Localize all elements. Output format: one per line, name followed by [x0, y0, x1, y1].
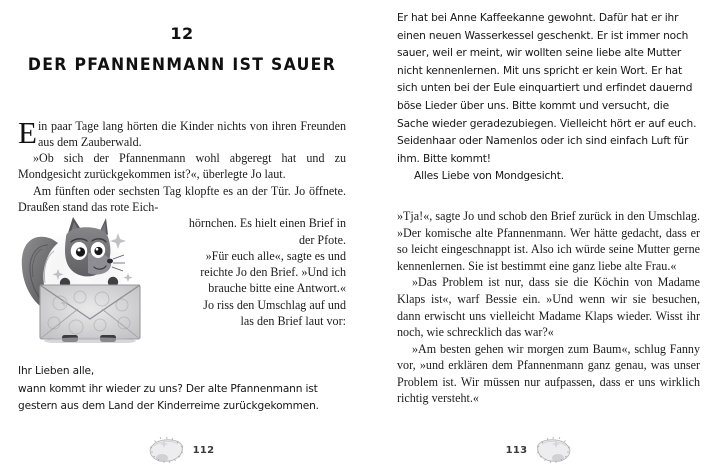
- wrapped-line-5: brauche bitte eine Antwort.«: [208, 281, 346, 296]
- right-paragraph-2: »Das Problem ist nur, dass sie die Köchin von Madame Klaps ist«, warf Bessie ein. »Und wenn wir sie besuchen, dann erwischt uns vielleicht Madame Klaps wieder. Wisst ihr noch, wie schrecklich das war?«: [397, 275, 700, 340]
- letter-right-line-2: einen neuen Wasserkessel geschenkt. Er ist immer noch: [397, 29, 689, 42]
- page-number-left: 112: [192, 444, 215, 456]
- wrapped-line-3: »Für euch alle«, sagte es und: [205, 248, 346, 263]
- right-paragraph-3: »Am besten gehen wir morgen zum Baum«, schlug Fanny vor, »und erklären dem Pfannenmann ganz genau, was unser Problem ist. Wir müssen nur aufpassen, dass er uns wirklich richtig versteht.«: [397, 341, 700, 406]
- squirrel-with-envelope-illustration: [18, 215, 147, 343]
- left-page-footer: [0, 436, 360, 464]
- letter-right-line-6: böse Lieder über uns. Bitte kommt und versucht, die: [397, 99, 669, 112]
- letter-right-line-5: sich unten bei der Eule einquartiert und erfindet dauernd: [397, 82, 693, 95]
- right-body-text: [397, 208, 700, 407]
- letter-right-line-4: nicht kennenlernen. Mit uns spricht er kein Wort. Er hat: [397, 64, 682, 77]
- squirrel-icon: [18, 215, 147, 343]
- page-number-right: 113: [505, 444, 528, 456]
- drop-cap: E: [18, 114, 37, 150]
- letter-signoff: Alles Liebe von Mondgesicht.: [414, 170, 564, 183]
- letter-line-2: wann kommt ihr wieder zu uns? Der alte Pfannenmann ist: [18, 382, 318, 395]
- wrapped-line-4: reichte Jo den Brief. »Und ich: [200, 265, 346, 280]
- pillow-ornament-icon: [146, 436, 186, 464]
- chapter-number: 12: [170, 24, 194, 43]
- opening-paragraph-text: in paar Tage lang hörten die Kinder nichts von ihren Freunden aus dem Zauberwald.: [37, 118, 346, 149]
- wrapped-line-6: Jo riss den Umschlag auf und: [203, 297, 346, 312]
- paragraph-3: Am fünften oder sechsten Tag klopfte es an der Tür. Jo öffnete. Draußen stand das rote Eich-: [18, 183, 346, 214]
- paragraph-2: »Ob sich der Pfannenmann wohl abgeregt hat und zu Mondgesicht zurückgekommen ist?«, überlegte Jo laut.: [18, 151, 346, 182]
- wrapped-line-2: der Pfote.: [298, 232, 346, 247]
- letter-line-1: Ihr Lieben alle,: [18, 365, 95, 378]
- letter-right-line-8: Seidenhaar oder Namenlos oder ich sind einfach Luft für: [397, 135, 689, 148]
- opening-paragraph: [18, 114, 346, 151]
- left-body-text: [18, 114, 346, 346]
- illustration-wrap-region: [18, 215, 346, 345]
- right-page: [360, 0, 720, 476]
- letter-right-line-3: sauer, weil er meint, wir wollten seine liebe alte Mutter: [397, 47, 682, 60]
- pillow-ornament-icon: [534, 436, 574, 464]
- letter-text-right: [397, 0, 700, 186]
- right-paragraph-1: »Tja!«, sagte Jo und schob den Brief zurück in den Umschlag. »Der komische alte Pfannenmann. Wer hätte gedacht, dass er so leicht eingeschnappt ist. Also ich würde seine Mutter gerne kennenlernen. Sie ist bestimmt eine ganz liebe alte Frau.«: [397, 208, 700, 273]
- chapter-title: DER PFANNENMANN IST SAUER: [27, 55, 337, 74]
- right-page-footer: [360, 436, 720, 464]
- letter-right-line-9: ihm. Bitte kommt!: [397, 152, 491, 165]
- letter-right-line-7: Sache wieder geradezubiegen. Vielleicht hört er auf euch.: [397, 117, 697, 130]
- letter-text-left: [18, 363, 346, 416]
- wrapped-line-1: hörnchen. Es hielt einen Brief in: [188, 216, 346, 231]
- letter-right-line-1: Er hat bei Anne Kaffeekanne gewohnt. Dafür hat er ihr: [397, 12, 679, 24]
- wrapped-line-7: las den Brief laut vor:: [240, 314, 346, 329]
- letter-line-3: gestern aus dem Land der Kinderreime zurückgekommen.: [18, 400, 319, 413]
